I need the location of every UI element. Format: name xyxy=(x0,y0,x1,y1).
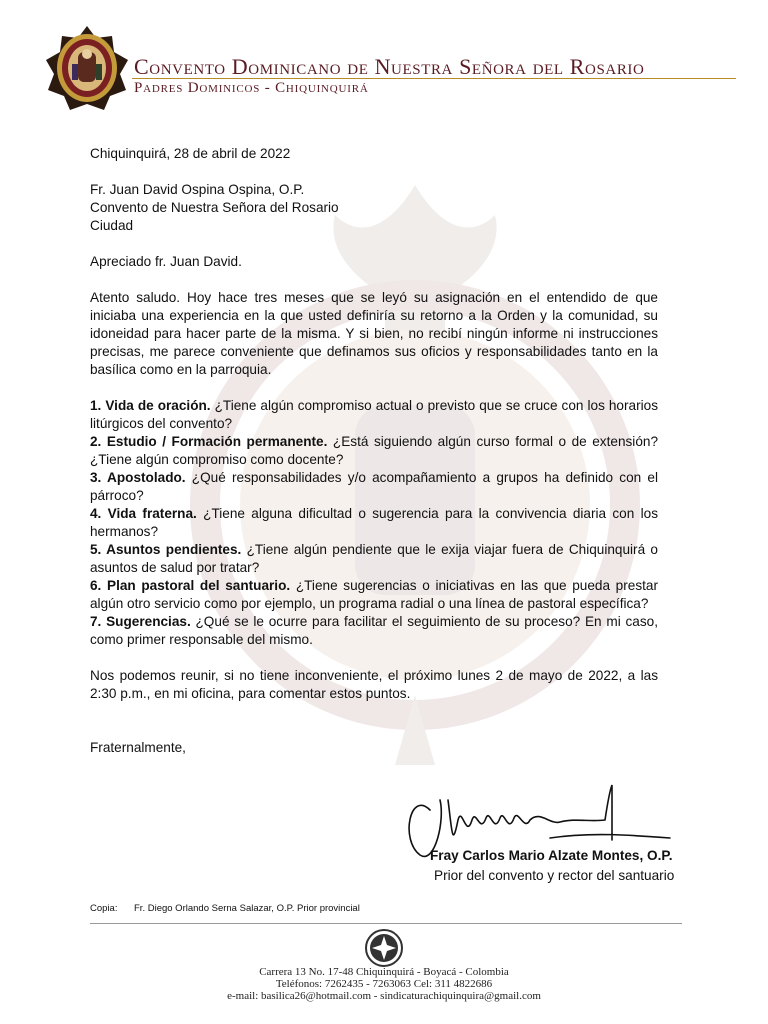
item-text: ¿Tiene alguna dificultad o sugerencia para la convivencia diaria con los hermanos? xyxy=(90,506,658,539)
intro-paragraph: Atento saludo. Hoy hace tres meses que se leyó su asignación en el entendido de que iniciaba una experiencia en la que usted definiría su retorno a la Orden y la comunidad, su idoneidad para hacer parte de la misma. Y si bien, no recibí ningún informe ni instrucciones precisas, me parece conveniente que definamos sus oficios y responsabilidades tanto en la basílica como en la parroquia. xyxy=(90,290,658,377)
letterhead-subtitle: Padres Dominicos - Chiquinquirá xyxy=(134,80,369,96)
item-title: 7. Sugerencias. xyxy=(90,614,191,629)
item-text: ¿Tiene algún compromiso actual o previsto que se cruce con los horarios litúrgicos del convento? xyxy=(90,398,658,431)
footer-contact xyxy=(0,966,768,1002)
item-text: ¿Tiene sugerencias o iniciativas en las que pueda prestar algún otro servicio como por ejemplo, un programa radial o una línea de pastoral específica? xyxy=(90,578,658,611)
closing-paragraph: Nos podemos reunir, si no tiene inconveniente, el próximo lunes 2 de mayo de 2022, a las 2:30 p.m., en mi oficina, para comentar estos puntos. xyxy=(90,668,658,701)
list-item xyxy=(90,397,658,433)
footer-address: Carrera 13 No. 17-48 Chiquinquirá - Boyacá - Colombia xyxy=(259,966,509,978)
item-title: 5. Asuntos pendientes. xyxy=(90,542,242,557)
item-title: 6. Plan pastoral del santuario. xyxy=(90,578,291,593)
list-item xyxy=(90,577,658,613)
letter-body xyxy=(90,145,658,757)
footer-email: e-mail: basilica26@hotmail.com - sindicaturachiquinquira@gmail.com xyxy=(227,990,541,1002)
valediction: Fraternalmente, xyxy=(90,740,186,755)
signer-name: Fray Carlos Mario Alzate Montes, O.P. xyxy=(430,848,673,863)
date-line: Chiquinquirá, 28 de abril de 2022 xyxy=(90,146,291,161)
recipient-name: Fr. Juan David Ospina Ospina, O.P. xyxy=(90,182,305,197)
list-item xyxy=(90,505,658,541)
item-title: 3. Apostolado. xyxy=(90,470,186,485)
footer-phones: Teléfonos: 7262435 - 7263063 Cel: 311 4822686 xyxy=(275,978,493,990)
item-text: ¿Qué responsabilidades y/o acompañamiento a grupos ha definido con el párroco? xyxy=(90,470,658,503)
list-item xyxy=(90,541,658,577)
item-text: ¿Qué se le ocurre para facilitar el seguimiento de su proceso? En mi caso, como primer responsable del mismo. xyxy=(90,614,658,647)
item-text: ¿Tiene algún pendiente que le exija viajar fuera de Chiquinquirá o asuntos de salud por tratar? xyxy=(90,542,658,575)
recipient-institution: Convento de Nuestra Señora del Rosario xyxy=(90,200,339,215)
list-item xyxy=(90,469,658,505)
letterhead-rule xyxy=(132,78,736,79)
copy-line xyxy=(90,903,360,914)
list-item xyxy=(90,433,658,469)
convent-seal-logo xyxy=(44,24,130,112)
item-text: ¿Está siguiendo algún curso formal o de extensión? ¿Tiene algún compromiso como docente? xyxy=(90,434,658,467)
dominican-cross-icon xyxy=(364,928,404,968)
signer-role: Prior del convento y rector del santuario xyxy=(434,868,675,883)
copy-recipient: Fr. Diego Orlando Serna Salazar, O.P. Prior provincial xyxy=(134,903,360,914)
greeting: Apreciado fr. Juan David. xyxy=(90,254,242,269)
list-item xyxy=(90,613,658,649)
item-title: 4. Vida fraterna. xyxy=(90,506,197,521)
letterhead-title: Convento Dominicano de Nuestra Señora del Rosario xyxy=(134,54,645,79)
item-title: 2. Estudio / Formación permanente. xyxy=(90,434,328,449)
item-title: 1. Vida de oración. xyxy=(90,398,211,413)
recipient-city: Ciudad xyxy=(90,218,134,233)
signature-block xyxy=(400,780,700,890)
footer-divider xyxy=(90,923,682,924)
letterhead xyxy=(44,24,734,112)
copy-label: Copia: xyxy=(90,903,118,914)
